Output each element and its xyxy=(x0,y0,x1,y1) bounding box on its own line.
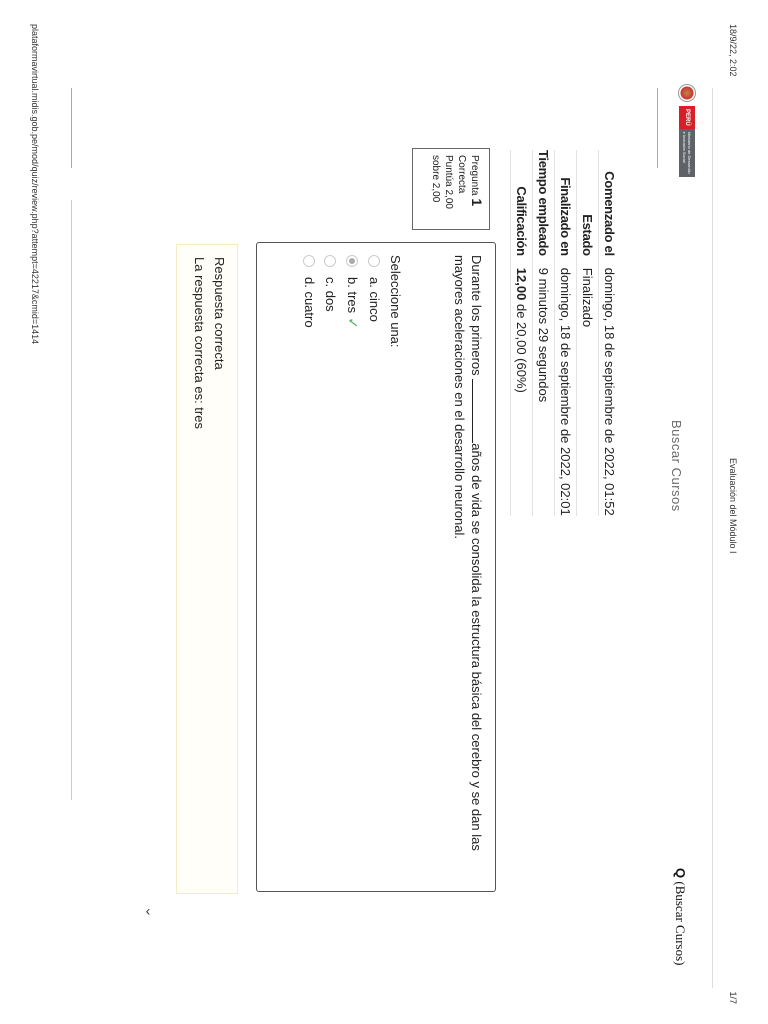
divider xyxy=(71,200,72,800)
ministry-logo xyxy=(679,106,695,177)
question-label: Pregunta xyxy=(469,155,480,196)
table-row xyxy=(533,150,555,516)
answer-prompt: Seleccione una: xyxy=(388,255,403,348)
table-row xyxy=(599,150,621,516)
table-row xyxy=(511,150,533,516)
search-icon: Q xyxy=(673,868,688,879)
question-score: Puntúa 2,00 xyxy=(443,155,454,209)
search-button-label: (Buscar Cursos) xyxy=(673,881,688,966)
summary-label: Calificación xyxy=(514,186,529,256)
correct-answer: La respuesta correcta es: tres xyxy=(192,257,207,429)
answer-option[interactable] xyxy=(344,255,361,879)
collapse-chevron-icon[interactable]: ‹ xyxy=(145,902,151,919)
ministry-name xyxy=(679,129,695,177)
table-row xyxy=(555,150,577,516)
summary-value: 9 minutos 29 segundos xyxy=(536,267,551,403)
summary-label: Tiempo empleado xyxy=(536,150,551,256)
option-label: b. tres xyxy=(345,277,360,314)
option-label: a. cinco xyxy=(367,277,382,322)
summary-label: Finalizado en xyxy=(558,177,573,256)
radio-button[interactable] xyxy=(347,255,359,267)
summary-value: domingo, 18 de septiembre de 2022, 01:52 xyxy=(602,267,617,516)
print-title: Evaluación del Módulo I xyxy=(728,458,738,554)
coat-of-arms-icon xyxy=(678,84,696,102)
answer-feedback xyxy=(176,244,238,894)
ministry-line-2: e Inclusión Social xyxy=(682,131,687,163)
option-label: d. cuatro xyxy=(302,277,317,328)
question-text xyxy=(451,255,485,855)
fill-in-blank xyxy=(472,379,485,443)
radio-button[interactable] xyxy=(304,255,316,267)
question-number: 1 xyxy=(469,198,485,207)
question-text-end: años de vida se consolida la estructura básica del cerebro y se dan las mayores aceleraciones en el desarrollo neuronal. xyxy=(452,255,484,851)
attempt-summary-table xyxy=(510,150,620,516)
option-label: c. dos xyxy=(323,277,338,312)
radio-button[interactable] xyxy=(325,255,337,267)
radio-button[interactable] xyxy=(369,255,381,267)
question-score-max: sobre 2,00 xyxy=(430,155,441,203)
answer-option[interactable] xyxy=(302,255,317,879)
answer-option[interactable] xyxy=(367,255,382,879)
summary-value xyxy=(511,262,533,516)
ministry-line-1: Ministerio de Desarrollo xyxy=(687,131,692,174)
site-logo[interactable] xyxy=(678,84,696,177)
peru-label: PERÚ xyxy=(679,106,695,129)
print-date: 18/9/22, 2:02 xyxy=(728,24,738,77)
correct-check-icon: ✓ xyxy=(345,317,361,329)
summary-label: Comenzado el xyxy=(602,171,617,256)
search-button[interactable] xyxy=(672,868,688,966)
question-info xyxy=(412,148,490,230)
question-box xyxy=(256,242,496,892)
divider xyxy=(71,88,72,168)
grade-total: de 20,00 (60%) xyxy=(514,303,529,393)
feedback-result: Respuesta correcta xyxy=(212,257,227,370)
summary-value: domingo, 18 de septiembre de 2022, 02:01 xyxy=(558,267,573,516)
page-number: 1/7 xyxy=(728,991,738,1004)
question-text-start: Durante los primeros xyxy=(469,255,484,376)
summary-label: Estado xyxy=(580,214,595,256)
grade-value: 12,00 xyxy=(514,267,529,301)
question-status: Correcta xyxy=(456,155,467,194)
summary-value: Finalizado xyxy=(580,267,595,328)
print-url: plataformavirtual.midis.gob.pe/mod/quiz/review.php?attempt=42217&cmid=1414 xyxy=(30,24,40,345)
divider xyxy=(712,88,713,988)
table-row xyxy=(577,150,599,516)
search-input[interactable]: Buscar Cursos xyxy=(669,420,684,512)
divider xyxy=(657,88,658,168)
answer-option[interactable] xyxy=(323,255,338,879)
